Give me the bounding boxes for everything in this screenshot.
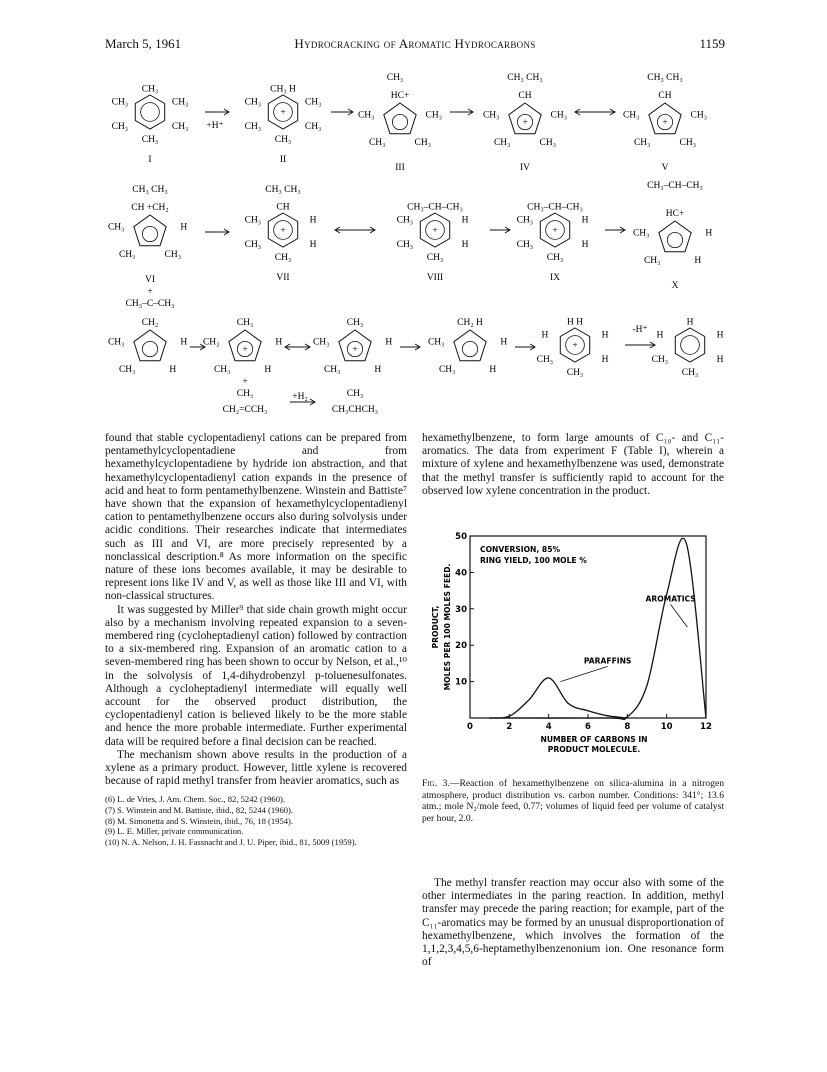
series-leader-line — [560, 666, 607, 681]
delocalized-circle — [392, 114, 407, 129]
substituent: CH₃–CH–CH₃ — [407, 202, 463, 213]
x-tick-label: 10 — [660, 722, 673, 732]
substituent: CH₃ — [304, 122, 322, 132]
data-point — [607, 715, 608, 716]
y-tick-label: 10 — [455, 677, 467, 688]
page-number: 1159 — [699, 36, 725, 51]
substituent: CH₃ — [236, 389, 254, 399]
substituent: CH₃–C–CH₃ — [125, 299, 175, 309]
cation-charge: + — [522, 118, 528, 128]
substituent: CH₃ — [244, 240, 262, 250]
x-tick-label: 2 — [506, 722, 513, 732]
header-date: March 5, 1961 — [105, 36, 182, 51]
y-tick-label: 40 — [455, 568, 467, 579]
substituent: CH₂ H — [457, 318, 483, 329]
cation-charge: + — [662, 118, 668, 128]
substituent: CH₃ — [171, 97, 189, 108]
figure-caption-text: —Reaction of hexamethylbenzene on silica-alumina in a nitrogen atmosphere, product distribution vs. carbon number. Conditions: 341°; 13.6 atm.; mole N₂/mole feed, 0.77; volumes of liquid feed per volume of catalyst per hour, 2.0. — [422, 778, 724, 824]
substituent: H — [656, 330, 664, 341]
row3-ring-4 — [454, 330, 486, 361]
substituent: H — [309, 240, 317, 250]
substituent: CH₃ H — [270, 84, 296, 95]
footnote-6: (6) L. de Vries, J. Am. Chem. Soc., 82, 5242 (1960). — [105, 794, 286, 805]
substituent: CH₃–CH–CH₃ — [647, 181, 703, 191]
substituent: CH₃ CH₃ — [265, 185, 301, 195]
compound-label: I — [148, 155, 152, 165]
delocalized-circle — [462, 341, 477, 356]
series-label: PARAFFINS — [583, 656, 632, 666]
data-point — [489, 717, 490, 718]
substituent: CH₃ — [493, 138, 511, 149]
substituent: CH₃ — [202, 337, 220, 348]
right-paragraph-1: hexamethylbenzene, to form large amounts of C₁₀- and C₁₁-aromatics. The data from experiment F (Table I), wherein a mixture of xylene and hexamethylbenzene was used, demonstrate that the methyl transfer is sufficiently rapid to account for the observed low xylene concentration in the product. — [422, 432, 724, 497]
substituent: H — [309, 215, 317, 226]
substituent: CH₃–CH–CH₃ — [527, 202, 583, 213]
compound-label: V — [661, 163, 669, 173]
compound-VI-ring — [134, 215, 166, 246]
delocalized-circle — [142, 226, 157, 241]
cation-charge: + — [242, 345, 248, 355]
aromatic-ring-circle — [681, 336, 700, 355]
reagent-minus-h: -H⁺ — [632, 325, 648, 335]
data-point — [607, 717, 608, 718]
substituent: CH₂ — [141, 318, 159, 329]
reaction-scheme — [105, 62, 725, 434]
substituent: H — [385, 337, 393, 348]
isobutylene: CH₂=CCH₃ — [222, 405, 268, 415]
substituent: CH₃ — [107, 222, 125, 233]
cation-charge: + — [572, 341, 578, 351]
substituent: CH₃ — [536, 355, 554, 365]
substituent: CH₃ — [368, 138, 386, 149]
left-paragraph-3: The mechanism shown above results in the production of a xylene as a primary product. However, little xylene is recovered because of rapid methyl transfer from heavier aromatics, such as — [105, 748, 407, 788]
cation-charge: + — [352, 345, 358, 355]
substituent: CH₃ CH₃ — [132, 185, 168, 195]
substituent: CH₃ — [622, 110, 640, 121]
figure-3-chart — [422, 528, 724, 773]
cation-charge: + — [280, 226, 286, 236]
substituent: CH₃ — [632, 228, 650, 239]
series-label: AROMATICS — [645, 594, 696, 604]
substituent: CH₃ — [244, 97, 262, 108]
substituent: CH₃ — [516, 240, 534, 250]
substituent: H — [180, 222, 188, 233]
substituent: H — [705, 228, 713, 239]
data-point — [686, 543, 687, 544]
substituent: CH₃ — [111, 122, 129, 132]
substituent: CH₃ — [425, 110, 443, 121]
substituent: CH₃ CH₃ — [507, 73, 543, 83]
data-point — [509, 716, 510, 717]
compound-label: VIII — [426, 273, 444, 283]
compound-I-ring — [135, 95, 164, 129]
substituent: CH₃ — [346, 318, 364, 329]
compound-label: III — [395, 163, 405, 173]
data-point — [548, 677, 549, 678]
header-title: Hydrocracking of Aromatic Hydrocarbons — [294, 36, 536, 51]
substituent: CH₃ — [426, 252, 444, 263]
substituent: CH₃ — [346, 389, 364, 399]
series-line-paraffins — [490, 678, 628, 718]
y-tick-label: 20 — [455, 641, 467, 652]
substituent: CH₃ — [550, 110, 568, 121]
substituent: H — [581, 240, 589, 250]
y-axis-label: PRODUCT, — [431, 605, 440, 649]
left-paragraph-1: found that stable cyclopentadienyl cations can be prepared from pentamethylcyclopentadiene and from hexamethylcyclopentadiene by hydride ion abstraction, and that hexamethylcyclopentadienyl cation expands in the presence of acid and heat to form pentamethylbenzene. Winstein and Battiste⁷ have shown that the expansion of hexamethylcyclopentadienyl cation to pentamethylbenzene occurs also during solvolysis under acidic conditions. Their researches indicate that intermediates such as III and VI, are more precisely represented by a nonclassical description.⁸ As more information on the specific nature of these ions becomes available, it may be desirable to represent ions like IV and V, as well as those like III and VI, with non-classical structures. — [105, 432, 407, 603]
cation-charge: + — [242, 377, 248, 387]
substituent: CH₃ — [396, 215, 414, 226]
x-tick-label: 6 — [585, 722, 591, 732]
aromatic-ring-circle — [141, 103, 160, 122]
substituent: H — [275, 337, 283, 348]
substituent: CH₃ — [236, 318, 254, 329]
compound-X-ring — [659, 221, 691, 252]
x-axis-label: PRODUCT MOLECULE. — [547, 745, 641, 754]
substituent: H — [601, 330, 609, 341]
compound-label: X — [671, 281, 679, 291]
y-tick-label: 50 — [455, 532, 467, 542]
substituent: CH — [658, 91, 672, 102]
x-axis-label: NUMBER OF CARBONS IN — [540, 735, 648, 744]
compound-label: VI — [144, 275, 156, 285]
substituent: H — [581, 215, 589, 226]
substituent: CH₃ — [438, 365, 456, 376]
data-point — [528, 699, 529, 700]
substituent: CH₃ — [141, 84, 159, 95]
substituent: CH₃ — [516, 215, 534, 226]
delocalized-circle — [667, 232, 682, 247]
substituent: CH₃ — [118, 365, 136, 376]
substituent: HC+ — [665, 209, 685, 220]
substituent: H — [716, 330, 724, 341]
left-paragraph-2: It was suggested by Miller⁹ that side chain growth might occur also by a mechanism involving repeated expansion to a seven-membered ring (cycloheptadienyl cation) followed by contraction to a six-membered ring. Expansion of an aromatic cation to a seven-membered ring has been shown to occur by Nelson, et al.,¹⁰ in the solvolysis of 1,4-dihydrobenzyl p-toluenesulfonates. Although a cycloheptadienyl intermediate will equally well account for the observed product distribution, the cyclopentadienyl cation is believed likely to be the more stable and hence the more probable intermediate. Further experimental data will be required before a final decision can be reached. — [105, 603, 407, 748]
substituent: CH₃ — [111, 97, 129, 108]
footnote-10: (10) N. A. Nelson, J. H. Fassnacht and J. U. Piper, ibid., 81, 5009 (1959). — [105, 836, 357, 847]
y-axis-label: MOLES PER 100 MOLES FEED. — [443, 563, 452, 691]
x-tick-label: 4 — [545, 722, 552, 732]
substituent: H — [264, 365, 272, 376]
substituent: CH₃ CH₃ — [647, 73, 683, 83]
chart-svg — [422, 528, 724, 773]
substituent: CH₃ — [643, 256, 661, 267]
substituent: CH₃ — [107, 337, 125, 348]
compound-III-ring — [384, 103, 416, 134]
reagent-h2: +H₂ — [292, 392, 308, 402]
y-tick-label: 30 — [455, 604, 467, 615]
substituent: H — [694, 256, 702, 267]
cation-charge: + — [432, 226, 438, 236]
data-point — [568, 703, 569, 704]
substituent: CH₃ — [681, 367, 699, 378]
page-header — [105, 36, 725, 54]
compound-label: II — [279, 155, 287, 165]
cation-charge: + — [280, 108, 286, 118]
reaction-scheme-drawing — [105, 62, 725, 434]
substituent: CH₃ — [679, 138, 697, 149]
figure-caption — [422, 778, 724, 824]
substituent: CH₃ — [164, 250, 182, 261]
substituent: H — [180, 337, 188, 348]
substituent: H — [169, 365, 177, 376]
substituent: CH₃ — [482, 110, 500, 121]
right-column-top — [422, 432, 724, 498]
isobutane: CH₃CHCH₃ — [331, 405, 379, 415]
substituent: H — [461, 215, 469, 226]
cation-charge: + — [552, 226, 558, 236]
compound-label: IV — [519, 163, 531, 173]
figure-label: Fig. 3. — [422, 778, 450, 789]
row3-ring-6 — [675, 328, 704, 362]
right-column-bottom — [422, 877, 724, 969]
row3-ring-1 — [134, 330, 166, 361]
series-leader-line — [671, 605, 688, 627]
substituent: CH — [518, 91, 532, 102]
substituent: CH₃ — [304, 97, 322, 108]
reagent-h-plus: +H⁺ — [206, 121, 224, 131]
substituent: H — [601, 355, 609, 365]
substituent: CH₃ — [323, 365, 341, 376]
substituent: CH₃ — [690, 110, 708, 121]
footnote-8: (8) M. Simonetta and S. Winstein, ibid., 76, 18 (1954). — [105, 815, 294, 826]
substituent: CH₃ — [539, 138, 557, 149]
substituent: CH₃ — [651, 355, 669, 365]
data-point — [705, 717, 706, 718]
substituent: CH — [276, 202, 290, 213]
substituent: H — [716, 355, 724, 365]
x-tick-label: 12 — [700, 722, 712, 732]
substituent: H — [686, 317, 694, 328]
substituent: H H — [566, 317, 584, 328]
substituent: H — [500, 337, 508, 348]
substituent: CH₃ — [414, 138, 432, 149]
right-paragraph-2: The methyl transfer reaction may occur also with some of the other intermediates in the paring reaction. In addition, methyl transfer may precede the paring reaction; for example, part of the C₁₁-aromatics may be formed by an unusual disproportionation of hexamethylbenzene, which involves the formation of the 1,1,2,3,4,5,6-heptamethylbenzenonium ion. One resonance form of — [422, 877, 724, 969]
substituent: HC+ — [390, 91, 410, 102]
data-point — [646, 685, 647, 686]
substituent: H — [489, 365, 497, 376]
substituent: CH₃ — [118, 250, 136, 261]
substituent: CH₃ — [312, 337, 330, 348]
substituent: CH₃ — [171, 122, 189, 132]
substituent: CH₃ — [274, 252, 292, 263]
chart-annotation: CONVERSION, 85% — [480, 545, 561, 554]
substituent: CH₃ — [274, 134, 292, 145]
substituent: CH₃ — [427, 337, 445, 348]
substituent: H — [374, 365, 382, 376]
series-line-aromatics — [490, 538, 706, 719]
substituent: CH₃ — [386, 73, 404, 83]
compound-label: VII — [276, 273, 290, 283]
substituent: CH₃ — [244, 122, 262, 132]
footnote-9: (9) L. E. Miller, private communication. — [105, 826, 244, 837]
cation-charge: + — [147, 287, 153, 297]
data-point — [587, 710, 588, 711]
footnotes — [105, 794, 407, 847]
footnote-7: (7) S. Winstein and M. Battiste, ibid., 82, 5244 (1960). — [105, 805, 294, 816]
substituent: CH₃ — [213, 365, 231, 376]
chart-annotation: RING YIELD, 100 MOLE % — [480, 556, 587, 565]
left-column — [105, 432, 407, 847]
substituent: CH₃ — [396, 240, 414, 250]
substituent: CH +CH₂ — [131, 203, 169, 214]
data-point — [627, 716, 628, 717]
substituent: CH₃ — [141, 134, 159, 145]
x-tick-label: 0 — [467, 722, 473, 732]
substituent: H — [461, 240, 469, 250]
delocalized-circle — [142, 341, 157, 356]
substituent: CH₃ — [244, 215, 262, 226]
substituent: CH₃ — [357, 110, 375, 121]
x-tick-label: 8 — [624, 722, 631, 732]
substituent: CH₃ — [633, 138, 651, 149]
compound-label: IX — [549, 273, 561, 283]
substituent: CH₃ — [566, 367, 584, 378]
substituent: CH₃ — [546, 252, 564, 263]
substituent: H — [541, 330, 549, 341]
